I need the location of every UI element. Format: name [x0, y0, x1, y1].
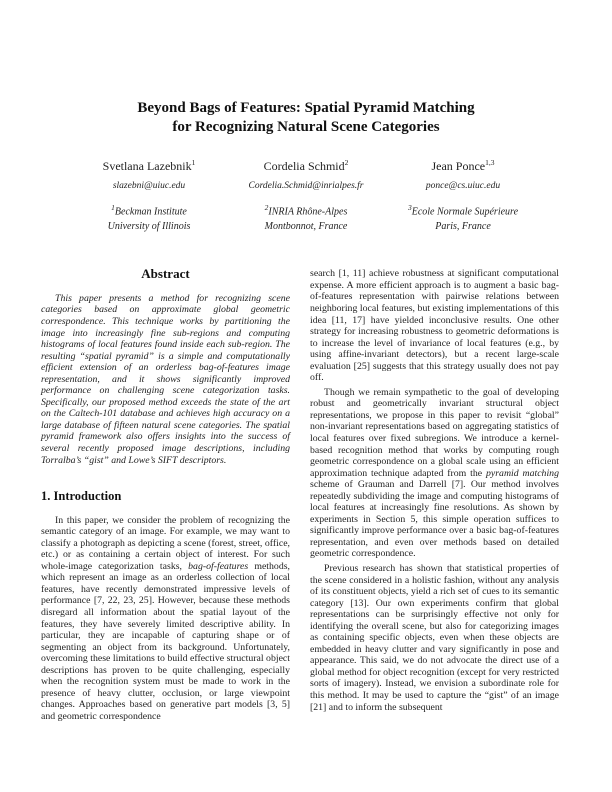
affiliation-text: Ecole Normale Supérieure — [411, 206, 519, 218]
affiliation-superscript: 2 — [264, 203, 269, 212]
right-column — [310, 268, 559, 722]
author-name-text: Cordelia Schmid — [263, 159, 345, 173]
author-block-schmid — [228, 158, 384, 234]
abstract-heading: Abstract — [141, 266, 190, 282]
author-email: ponce@cs.uiuc.edu — [425, 181, 501, 191]
author-email: Cordelia.Schmid@inrialpes.fr — [248, 181, 364, 191]
affiliation-superscript: 3 — [407, 203, 412, 212]
paper-title — [0, 99, 612, 137]
author-name-text: Svetlana Lazebnik — [102, 159, 192, 173]
left-column — [41, 268, 290, 722]
right-column-paragraph-2 — [310, 387, 559, 560]
right-column-paragraph-2-italic-term: pyramid matching — [486, 467, 559, 479]
author-name-superscript: 1 — [191, 158, 196, 167]
author-block-ponce — [385, 158, 541, 234]
abstract-text: This paper presents a method for recognizing scene categories based on approximate global geometric correspondence. This technique works by partitioning the image into increasingly fine sub-regions and computing histograms of local features found inside each sub-region. The resulting “spatial pyramid” is a simple and computationally efficient extension of an orderless bag-of-features image representation, and it shows significantly improved performance on challenging scene categorization tasks. Specifically, our proposed method exceeds the state of the art on the Caltech-101 database and achieves high accuracy on a large database of fifteen natural scene categories. The spatial pyramid framework also offers insights into the success of several recently proposed image descriptions, including Torralba’s “gist” and Lowe’s SIFT descriptors. — [41, 292, 290, 466]
introduction-paragraph-segment: In this paper, we consider the problem of recognizing the semantic category of an image. For example, we may want to classify a photograph as depicting a scene (forest, street, office, etc.) or as containing a certain object of interest. For such whole-image categorization tasks, — [41, 514, 290, 572]
affiliation-text: INRIA Rhône-Alpes — [268, 206, 348, 218]
author-block-lazebnik — [71, 158, 227, 234]
author-name — [228, 158, 384, 174]
author-name-text: Jean Ponce — [431, 159, 486, 173]
paper-title-line2: for Recognizing Natural Scene Categories — [172, 119, 440, 135]
author-name-superscript: 2 — [344, 158, 349, 167]
author-affiliation-line1 — [71, 200, 227, 219]
introduction-paragraph-segment: methods, which represent an image as an orderless collection of local features, have recently demonstrated impressive levels of performance [7, 22, 23, 25]. However, because these methods disregard all information about the spatial layout of the features, they have severely limited descriptive ability. In particular, they are incapable of capturing shape or of segmenting an object from its background. Unfortunately, overcoming these limitations to build effective structural object descriptions has proven to be quite challenging, especially when the recognition system must be made to work in the presence of heavy clutter, occlusion, or large viewpoint changes. Approaches based on generative part models [3, 5] and geometric correspondence — [41, 560, 290, 722]
right-column-paragraph-1: search [1, 11] achieve robustness at significant computational expense. A more efficient approach is to augment a basic bag-of-features representation with pairwise relations between neighboring local features, but existing implementations of this idea [11, 17] have yielded inconclusive results. One other strategy for increasing robustness to geometric deformations is to increase the level of invariance of local features (e.g., by using affine-invariant detectors), but a recent large-scale evaluation [25] suggests that this strategy usually does not pay off. — [310, 268, 559, 384]
author-name — [71, 158, 227, 174]
right-column-paragraph-2-segment: Though we remain sympathetic to the goal of developing robust and geometrically invariant structural object representations, we propose in this paper to revisit “global” non-invariant representations based on aggregating statistics of local features over fixed subregions. We introduce a kernel-based recognition method that works by computing rough geometric correspondence on a global scale using an efficient approximation technique adapted from the — [310, 386, 559, 479]
right-column-paragraph-3: Previous research has shown that statistical properties of the scene considered in a holistic fashion, without any analysis of its constituent objects, yield a rich set of cues to its semantic category [13]. Our own experiments confirm that global representations can be surprisingly effective not only for identifying the overall scene, but also for categorizing images as containing specific objects, even when these objects are embedded in heavy clutter and vary significantly in pose and appearance. This said, we do not advocate the direct use of a global method for object recognition (except for very restricted sorts of imagery). Instead, we envision a subordinate role for this method. It may be used to capture the “gist” of an image [21] and to inform the subsequent — [310, 563, 559, 713]
introduction-paragraph — [41, 515, 290, 723]
author-affiliation-line2: Montbonnot, France — [264, 221, 348, 233]
two-column-body — [41, 268, 571, 722]
introduction-paragraph-italic-term: bag-of-features — [188, 560, 249, 572]
paper-title-line1: Beyond Bags of Features: Spatial Pyramid Matching — [137, 100, 475, 116]
author-name-superscript: 1,3 — [485, 158, 495, 167]
affiliation-superscript: 1 — [111, 203, 115, 212]
author-affiliation-line2: University of Illinois — [107, 221, 191, 233]
author-affiliation-line2: Paris, France — [435, 221, 491, 233]
right-column-paragraph-2-segment: scheme of Grauman and Darrell [7]. Our method involves repeatedly subdividing the image and computing histograms of local features at increasingly fine resolutions. As shown by experiments in Section 5, this simple operation suffices to significantly improve performance over a basic bag-of-features representation, and even over methods based on detailed geometric correspondence. — [310, 479, 559, 560]
affiliation-text: Beckman Institute — [114, 206, 187, 218]
author-name — [385, 158, 541, 174]
author-block — [71, 158, 541, 234]
author-email: slazebni@uiuc.edu — [112, 181, 186, 191]
author-affiliation-line1 — [228, 200, 384, 219]
introduction-heading: 1. Introduction — [41, 489, 122, 504]
author-affiliation-line1 — [385, 200, 541, 219]
